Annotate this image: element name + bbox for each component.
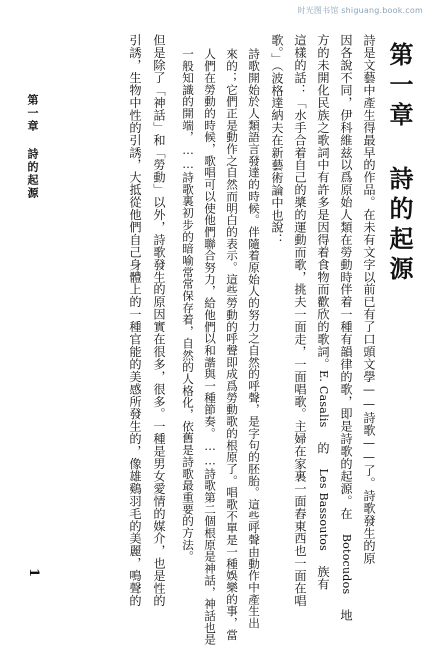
text-segment: 這樣的話：「水手合着自己的槳的運動而歌，挑夫一面走，一面唱歌。主婦在家裏一面舂東西也一面在唱 <box>293 34 307 607</box>
quote-column-4 <box>181 48 193 562</box>
text-column-3 <box>317 34 329 590</box>
quote-text: 人們在勞動的時候，歌唱可以使他們聯合努力，給他們以和諧與一種節奏。……詩歌第二個根原是神話，神話也是 <box>203 48 217 645</box>
latin-term: E. Casalis <box>317 370 330 428</box>
quote-text: 詩歌開始於人類語言發達的時候。伴隨着原始人的努力之自然的呼聲，是字句的胚胎。這些呼聲由動作中產生出 <box>247 48 261 629</box>
text-column-5 <box>271 34 283 246</box>
page-number: 1 <box>26 568 41 578</box>
book-page <box>22 34 417 645</box>
text-column-2 <box>340 34 352 621</box>
text-segment: 族有 <box>316 551 330 591</box>
text-segment: 地 <box>339 594 353 622</box>
text-segment: 歌。」（波格達納夫在新藝術論中也說： <box>270 34 284 246</box>
quote-column-3 <box>203 48 215 645</box>
quote-column-1 <box>247 48 259 629</box>
quote-column-2 <box>225 48 237 641</box>
quote-text: 來的；它們正是動作之自然而明白的表示。這些勞動的呼聲即成爲勞動歌的根原了。唱歌不單是一種娛樂的事，當 <box>225 48 239 641</box>
latin-term: Botocudos <box>340 533 353 595</box>
text-column-4 <box>294 34 306 607</box>
quote-text: 一般知識的開端，……詩歌裏初步的暗喻常常保存着，自然的人格化，依舊是詩歌最重要的方法。 <box>181 48 195 563</box>
watermark: 时光图书馆 shiguang.book.com <box>297 6 423 15</box>
text-segment: 因各說不同，伊科維兹以爲原始人類在勞動時伴着一種有韻律的歌，即是詩歌的起源。在 <box>339 34 353 534</box>
text-segment: 詩是文藝中產生得最早的作品。在未有文字以前已有了口頭文學——詩歌——了。詩歌發生的原 <box>362 34 376 565</box>
text-segment: 引誘，生物中性的引誘，大抵從他們自己身體上的一種官能的美感所發生的，像雄鷄羽毛的美麗，鳴聲的 <box>128 34 142 607</box>
text-column-7 <box>129 34 141 607</box>
text-segment: 方的未開化民族之歌詞中有許多是因得着食物而歡欣的歌詞。 <box>316 34 330 371</box>
text-segment: 的 <box>316 427 330 469</box>
text-segment: 但是除了「神話」和「勞動」以外，詩歌發生的原因實在很多，很多。一種是男女愛情的媒介，也是性的 <box>152 34 166 607</box>
text-column-1 <box>363 34 375 564</box>
text-column-6 <box>153 34 165 607</box>
latin-term: Les Bassoutos <box>317 468 330 552</box>
running-head: 第一章 詩的起源 <box>26 94 39 200</box>
chapter-title: 第一章 詩的起源 <box>385 42 413 286</box>
